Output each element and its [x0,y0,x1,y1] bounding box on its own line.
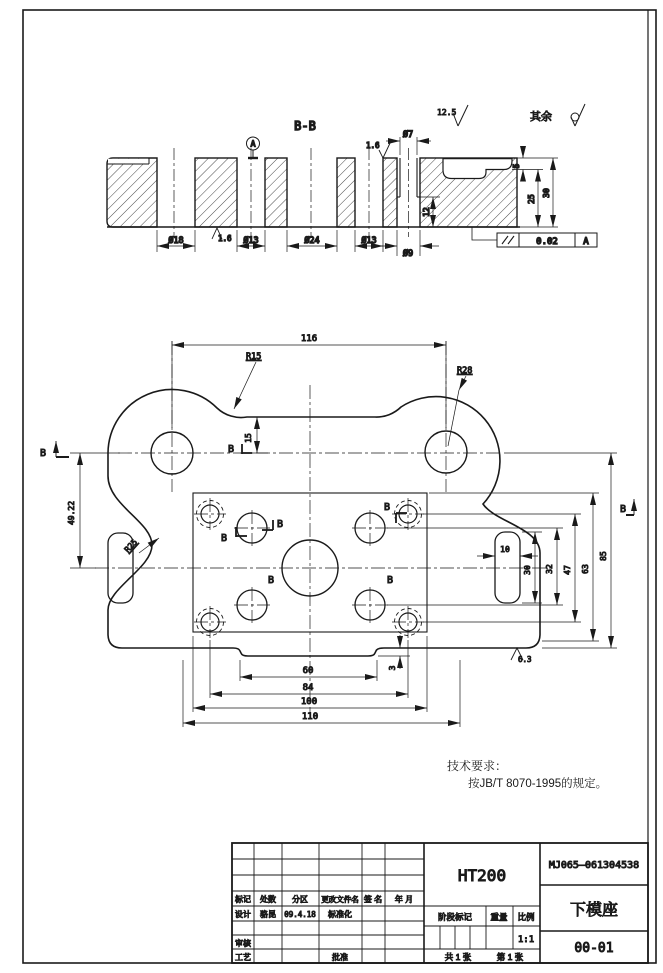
tech-requirements [447,758,607,790]
part-number: MJ065—061304538 [548,860,640,871]
col-sign: 签 名 [363,895,383,904]
dim-32-text: 32 [545,564,554,574]
roughness-overall-value: 12.5 [437,108,457,117]
dim-30-text: 30 [523,565,532,575]
col-zone: 分区 [292,895,308,904]
section-block-4 [337,158,355,227]
standardization-label: 标准化 [328,910,352,919]
section-block-2 [195,158,237,227]
tech-req-line1: 按JB/T 8070-1995的规定。 [468,778,608,790]
right-slot [495,532,520,603]
section-right-dims [512,147,558,227]
scale-label: 比例 [517,912,535,922]
section-block-5 [383,158,397,227]
other-surfaces-roughness-icon [571,104,585,126]
dim-10-text: 10 [500,545,510,554]
roughness-plan-value: 6.3 [518,655,532,664]
part-name: 下模座 [569,902,619,919]
dim-63-text: 63 [581,564,590,574]
sheets-total: 共 1 张 [444,952,472,962]
dim-d18-text: Ø18 [168,236,184,246]
dim-116-text: 116 [300,334,318,344]
title-block [232,843,648,963]
parallelism-icon [502,236,514,244]
process-label: 工艺 [235,953,251,962]
design-date: 09.4.18 [284,910,316,919]
bottom-dims [183,636,460,727]
approve-label: 批准 [332,953,348,962]
section-block-left [107,158,157,227]
dim-3 [378,635,410,669]
section-letter: B [387,575,394,586]
col-date: 年 月 [394,895,414,904]
tolerance-datum: A [583,237,589,247]
dim-depth30-text: 30 [542,188,551,198]
finish-notes [437,104,585,126]
border-frame [23,10,656,963]
dim-r28-text: R28 [457,366,473,376]
dim-116 [172,341,446,428]
dim-depth5-text: 5 [512,163,521,169]
roughness-bottom-value: 1.6 [218,234,232,243]
scale-value: 1:1 [517,935,535,945]
dim-d9-text: Ø9 [402,249,414,259]
section-letter: B [221,533,228,544]
dim-r25-text: R25 [122,537,140,555]
section-title: B-B [294,119,316,133]
roughness-icon-top [379,141,391,158]
dim-cbore-text: 12 [422,207,431,217]
weight-label: 重量 [490,912,508,922]
tech-req-title: 技术要求： [447,759,508,773]
section-block-3 [265,158,287,227]
section-letter: B [228,444,235,455]
section-markers [56,441,634,537]
plan-view [40,334,634,727]
dim-100-text: 100 [300,697,318,707]
designer-name: 骆昆 [260,910,276,919]
col-count: 处数 [260,895,276,904]
leader-r25 [139,538,159,553]
dim-3-text: 3 [388,665,397,671]
stage-label: 阶段标记 [437,912,473,922]
check-label: 审核 [235,939,251,948]
dim-47-text: 47 [563,565,572,575]
roughness-top-value: 1.6 [366,141,380,150]
drawing-number: 00-01 [574,941,614,956]
dim-d13b-text: Ø13 [361,236,377,246]
section-letter: B [40,448,47,459]
dim-110-text: 110 [301,712,319,722]
dim-60-text: 60 [302,666,314,676]
design-label: 设计 [235,910,251,919]
section-bottom-dims [157,230,439,256]
dim-84-text: 84 [302,683,314,693]
tolerance-value: 0.02 [536,237,558,247]
others-label: 其余 [530,111,552,123]
dim-15-text: 15 [244,433,253,443]
dim-depth25-text: 25 [527,194,536,204]
leader-r15 [234,362,256,409]
col-mark: 标记 [235,895,251,904]
parallelism-frame [472,227,597,247]
material-value: HT200 [457,866,507,885]
section-letter: B [268,575,275,586]
dim-85-text: 85 [599,551,608,561]
dim-d24-text: Ø24 [304,236,320,246]
section-letter: B [384,502,391,513]
section-view [107,119,597,259]
dim-d13a-text: Ø13 [243,236,259,246]
leader-r28 [459,376,466,390]
dim-4922-text: 49.22 [67,500,76,526]
datum-a-label: A [250,139,256,149]
sheet-number: 第 1 张 [496,952,524,962]
section-letter: B [620,504,627,515]
plan-outline [108,390,540,656]
col-change: 更改文件名 [321,895,359,904]
section-letter: B [277,519,284,530]
dim-d7-text: Ø7 [402,130,414,140]
dim-r15-text: R15 [246,352,262,362]
dim-4922 [70,453,120,568]
